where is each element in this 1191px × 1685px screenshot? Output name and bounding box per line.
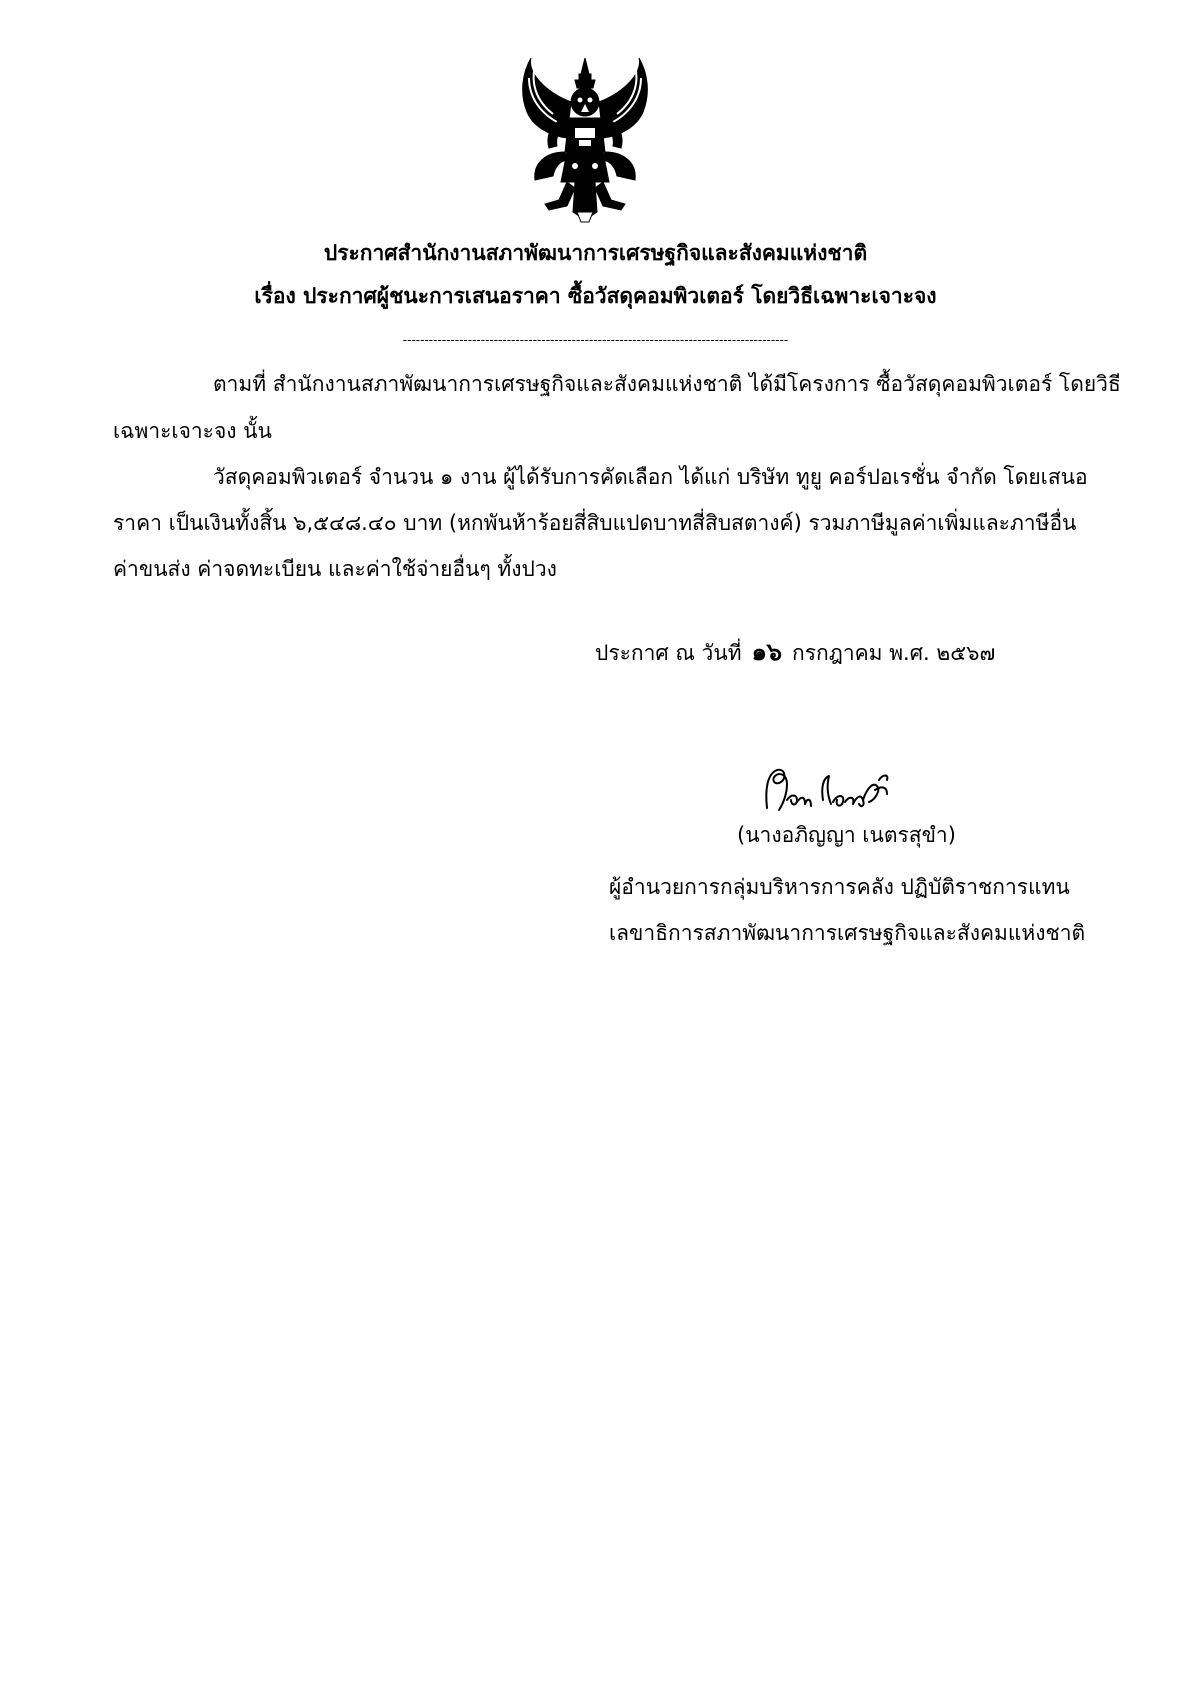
paragraph-1-line-2: เฉพาะเจาะจง นั้น xyxy=(113,419,272,443)
date-day: ๑๖ xyxy=(751,638,783,666)
date-month-year: กรกฎาคม พ.ศ. ๒๕๖๗ xyxy=(792,641,996,665)
signatory-position-line-1: ผู้อำนวยการกลุ่มบริหารการคลัง ปฏิบัติราชการแทน xyxy=(609,875,1070,899)
garuda-emblem-icon xyxy=(505,52,665,224)
signatory-name: (นางอภิญญา เนตรสุขำ) xyxy=(737,823,956,847)
paragraph-1-line-1: ตามที่ สำนักงานสภาพัฒนาการเศรษฐกิจและสังคมแห่งชาติ ได้มีโครงการ ซื้อวัสดุคอมพิวเตอร์ โดยวิธี xyxy=(213,372,1121,396)
paragraph-2-line-1: วัสดุคอมพิวเตอร์ จำนวน ๑ งาน ผู้ได้รับการคัดเลือก ได้แก่ บริษัท ทูยู คอร์ปอเรชั่น จำกัด โดยเสนอ xyxy=(213,465,1088,489)
paragraph-2-line-2: ราคา เป็นเงินทั้งสิ้น ๖,๕๔๘.๔๐ บาท (หกพันห้าร้อยสี่สิบแปดบาทสี่สิบสตางค์) รวมภาษีมูลค่าเพิ่มและภาษีอื่น xyxy=(113,511,1077,535)
announcement-subject: เรื่อง ประกาศผู้ชนะการเสนอราคา ซื้อวัสดุคอมพิวเตอร์ โดยวิธีเฉพาะเจาะจง xyxy=(254,284,937,308)
announcement-title: ประกาศสำนักงานสภาพัฒนาการเศรษฐกิจและสังคมแห่งชาติ xyxy=(323,241,868,265)
paragraph-2-line-3: ค่าขนส่ง ค่าจดทะเบียน และค่าใช้จ่ายอื่นๆ ทั้งปวง xyxy=(113,557,557,581)
title-divider: ----------------------------------------------------------------------------------------- xyxy=(402,333,789,347)
handwritten-signature-icon xyxy=(757,760,907,820)
announcement-date xyxy=(595,637,995,668)
date-prefix: ประกาศ ณ วันที่ xyxy=(595,641,742,665)
signatory-position-line-2: เลขาธิการสภาพัฒนาการเศรษฐกิจและสังคมแห่งชาติ xyxy=(609,921,1086,945)
